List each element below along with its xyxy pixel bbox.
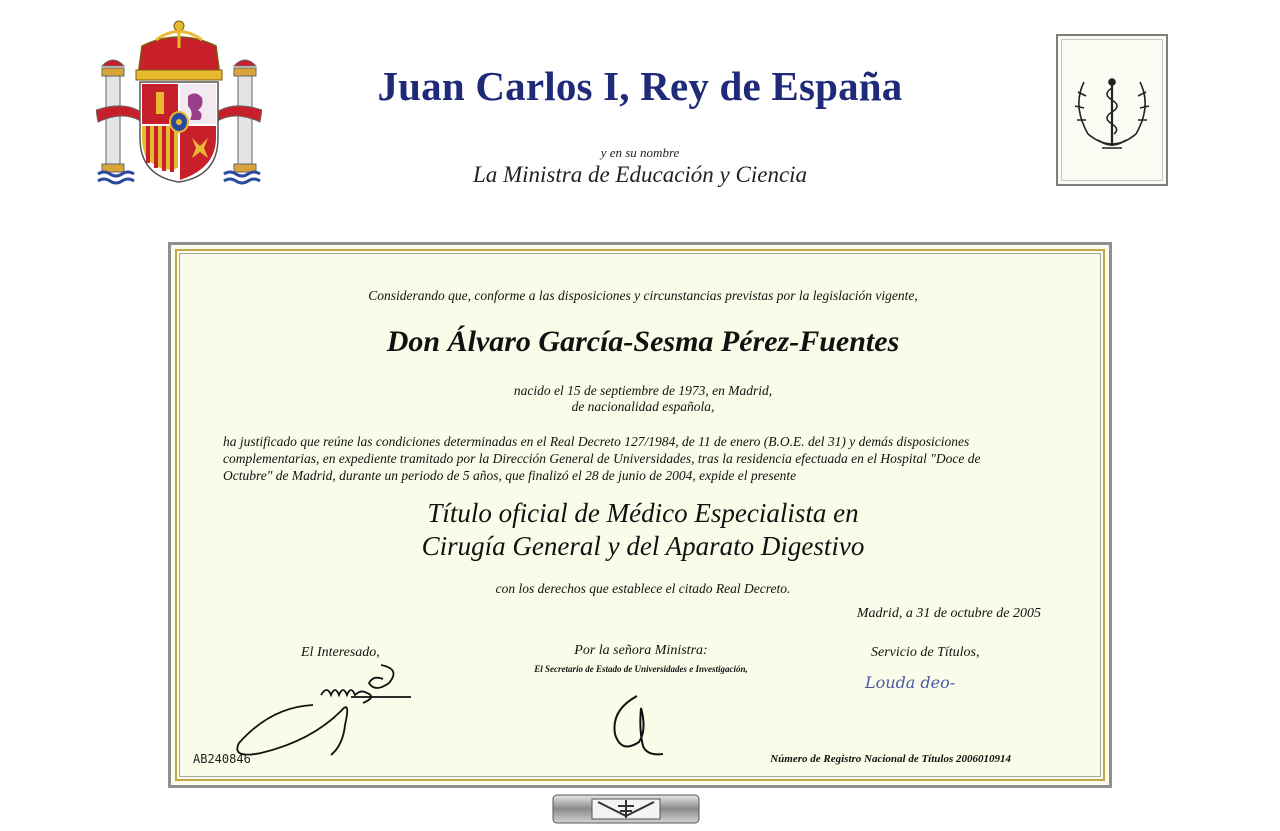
- titles-service-signature: Louda deo-: [865, 673, 956, 692]
- considering-text: Considerando que, conforme a las disposiciones y circunstancias previstas por la legislación vigente,: [368, 288, 918, 303]
- secretary-signature: [607, 690, 677, 760]
- spanish-coat-of-arms-icon: [96, 18, 262, 188]
- registry-number: Número de Registro Nacional de Títulos 2006010914: [770, 753, 1011, 765]
- medical-caduceus-seal-icon: [1058, 36, 1166, 184]
- place-date: Madrid, a 31 de octubre de 2005: [856, 606, 1041, 621]
- degree-title: [171, 497, 1115, 563]
- minister-signatory-label: Por la señora Ministra:: [574, 643, 708, 658]
- crown-icon: [136, 21, 222, 80]
- justification-line: Octubre" de Madrid, durante un periodo de 5 años, que finalizó el 28 de junio de 2004, expide el presente: [223, 468, 797, 483]
- interested-party-signature: [231, 655, 471, 765]
- holder-name: Don Álvaro García-Sesma Pérez-Fuentes: [386, 325, 900, 358]
- certificate-panel: [168, 242, 1112, 788]
- by-name-line: y en su nombre: [600, 145, 680, 160]
- pillar-left: [98, 60, 134, 183]
- monarch-title: Juan Carlos I, Rey de España: [377, 63, 903, 109]
- pillar-right: [224, 60, 260, 183]
- ministry-emblem-plaque-icon: [552, 794, 700, 824]
- titles-service-label: Servicio de Títulos,: [871, 645, 980, 660]
- justification-line: ha justificado que reúne las condiciones determinadas en el Real Decreto 127/1984, de 11 de enero (B.O.E. del 31) y demás disposiciones: [223, 434, 970, 449]
- nationality-line: de nacionalidad española,: [571, 399, 715, 414]
- shield-icon: [140, 82, 218, 182]
- seal-frame: [1056, 34, 1168, 186]
- minister-title: La Ministra de Educación y Ciencia: [472, 162, 808, 187]
- degree-line: Cirugía General y del Aparato Digestivo: [421, 531, 865, 561]
- birth-line: nacido el 15 de septiembre de 1973, en Madrid,: [513, 383, 773, 398]
- secretary-label: El Secretario de Estado de Universidades e Investigación,: [534, 664, 748, 674]
- birth-details: [171, 383, 1115, 415]
- justification-line: complementarias, en expediente tramitado por la Dirección General de Universidades, tras la residencia efectuada en el Hospital "Doce de: [223, 451, 981, 466]
- serial-number: AB240846: [193, 752, 251, 766]
- rights-text: con los derechos que establece el citado Real Decreto.: [495, 581, 791, 596]
- interested-party-label: El Interesado,: [301, 645, 380, 660]
- degree-line: Título oficial de Médico Especialista en: [427, 498, 859, 528]
- justification-text: [223, 433, 1073, 484]
